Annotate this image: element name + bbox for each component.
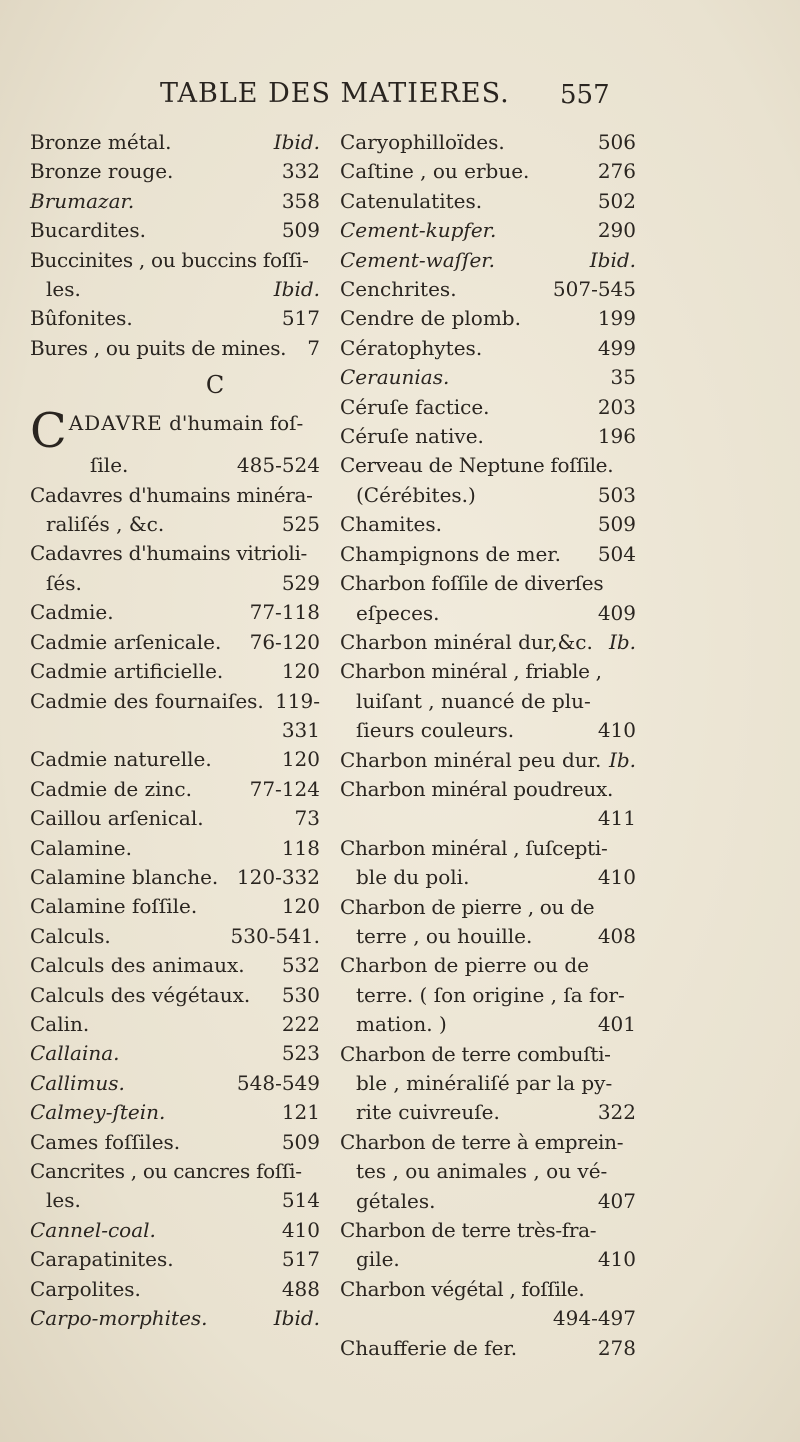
entry-line xyxy=(30,187,320,216)
entry-line xyxy=(30,628,320,657)
entry-line xyxy=(30,304,320,333)
entry-cont-text: ſés. xyxy=(46,570,82,595)
entry-page: 514 xyxy=(281,1188,320,1213)
index-entry xyxy=(30,1010,320,1039)
entry-text: Cerveau de Neptune foſſile. xyxy=(340,453,614,478)
entry-page: Ib. xyxy=(608,747,636,772)
entry-line xyxy=(340,510,636,539)
small-caps-word: ADAVRE xyxy=(68,411,163,436)
index-entry xyxy=(340,510,636,539)
entry-line xyxy=(30,128,320,157)
index-entry xyxy=(340,746,636,775)
entry-line xyxy=(30,687,320,716)
index-entry xyxy=(340,540,636,569)
entry-continuation xyxy=(340,687,636,716)
entry-page: 525 xyxy=(281,512,320,537)
entry-page: 499 xyxy=(597,335,636,360)
entry-continuation xyxy=(30,510,320,539)
index-entry xyxy=(30,834,320,863)
entry-cont-text: rite cuivreuſe. xyxy=(356,1100,500,1125)
entry-text: Caſtine , ou erbue. xyxy=(340,159,530,184)
entry-text: Cadmie artificielle. xyxy=(30,659,224,684)
entry-line xyxy=(340,128,636,157)
entry-text: Calamine blanche. xyxy=(30,864,219,889)
entry-line xyxy=(30,598,320,627)
entry-text: Callimus. xyxy=(30,1070,125,1095)
entry-line xyxy=(30,834,320,863)
entry-text: Charbon végétal , foſſile. xyxy=(340,1276,585,1301)
entry-text: Caillou arſenical. xyxy=(30,806,204,831)
entry-text: Cannel-coal. xyxy=(30,1217,156,1242)
index-entry xyxy=(30,804,320,833)
entry-text: Cames foſſiles. xyxy=(30,1129,181,1154)
entry-text: Charbon minéral peu dur. xyxy=(340,747,602,772)
index-entry xyxy=(30,745,320,774)
index-entry xyxy=(340,775,636,834)
index-entry xyxy=(30,334,320,363)
entry-text: Charbon de terre à emprein- xyxy=(340,1129,624,1154)
entry-line xyxy=(30,1245,320,1274)
entry-line xyxy=(30,1039,320,1068)
entry-line xyxy=(340,187,636,216)
entry-text: Cendre de plomb. xyxy=(340,306,521,331)
index-entry xyxy=(340,951,636,1039)
entry-line xyxy=(30,246,320,275)
entry-line xyxy=(340,657,636,686)
entry-text: Charbon de pierre ou de xyxy=(340,953,590,978)
entry-page: 509 xyxy=(281,1129,320,1154)
right-entries xyxy=(340,128,636,1363)
entry-continuation xyxy=(340,599,636,628)
entry-line xyxy=(340,746,636,775)
entry-cont-text: terre , ou houille. xyxy=(356,923,533,948)
index-entry xyxy=(340,304,636,333)
entry-line xyxy=(340,834,636,863)
entry-cont-text: tes , ou animales , ou vé- xyxy=(356,1159,608,1184)
right-column xyxy=(340,128,636,1363)
entry-page: 523 xyxy=(281,1041,320,1066)
entry-continuation xyxy=(30,569,320,598)
index-entry xyxy=(340,187,636,216)
entry-page: 509 xyxy=(281,218,320,243)
index-entry xyxy=(340,128,636,157)
entry-line xyxy=(30,922,320,951)
entry-line xyxy=(30,951,320,980)
entry-page: 494-497 xyxy=(552,1306,636,1331)
index-entry xyxy=(30,216,320,245)
index-entry xyxy=(30,892,320,921)
index-entry xyxy=(30,1216,320,1245)
entry-line xyxy=(30,804,320,833)
entry-text: Carpolites. xyxy=(30,1276,141,1301)
index-entry xyxy=(340,1216,636,1275)
entry-line xyxy=(340,893,636,922)
entry-line xyxy=(30,403,320,460)
entry-page: 410 xyxy=(281,1217,320,1242)
entry-text: Cadavres d'humains vitrioli- xyxy=(30,541,308,566)
entry-cont-text: les. xyxy=(46,277,81,302)
index-entry xyxy=(340,157,636,186)
entry-text: Bûfonites. xyxy=(30,306,133,331)
entry-line xyxy=(340,334,636,363)
entry-text: Charbon minéral poudreux. xyxy=(340,776,614,801)
index-entry xyxy=(30,246,320,305)
entry-text: Brumazar. xyxy=(30,188,135,213)
entry-text: Chamites. xyxy=(340,512,442,537)
entry-text: Carpo-morphites. xyxy=(30,1306,208,1331)
entry-page: 509 xyxy=(597,512,636,537)
entry-line xyxy=(30,1098,320,1127)
entry-continuation xyxy=(340,481,636,510)
index-entry-cadavre xyxy=(30,403,320,480)
entry-text: Bronze métal. xyxy=(30,130,172,154)
entry-line xyxy=(30,745,320,774)
index-entry xyxy=(30,128,320,157)
entry-cont-text: gétales. xyxy=(356,1188,436,1213)
entry-page: 410 xyxy=(597,865,636,890)
index-entry xyxy=(340,1275,636,1334)
entry-line xyxy=(30,334,320,363)
entry-text: Cancrites , ou cancres foſſi- xyxy=(30,1159,302,1183)
entry-text: Céruſe factice. xyxy=(340,394,490,419)
entry-continuation xyxy=(30,1186,320,1215)
index-entry xyxy=(30,687,320,746)
entry-continuation xyxy=(340,1098,636,1127)
left-entries-b xyxy=(30,128,320,363)
entry-line xyxy=(340,216,636,245)
entry-text: Cadmie de zinc. xyxy=(30,776,192,801)
index-entry xyxy=(30,304,320,333)
entry-line xyxy=(340,1216,636,1245)
entry-continuation xyxy=(340,922,636,951)
entry-continuation xyxy=(340,1245,636,1274)
entry-text: Buccinites , ou buccins foſſi- xyxy=(30,247,309,272)
entry-text: Charbon minéral , friable , xyxy=(340,659,602,684)
left-column xyxy=(30,128,320,1333)
index-entry xyxy=(30,1304,320,1333)
index-entry xyxy=(340,1128,636,1216)
entry-line xyxy=(340,569,636,598)
entry-page: 121 xyxy=(281,1100,320,1125)
index-entry xyxy=(30,922,320,951)
entry-page: 276 xyxy=(597,159,636,184)
entry-continuation xyxy=(340,863,636,892)
entry-text: Chaufferie de fer. xyxy=(340,1335,518,1360)
index-entry xyxy=(30,157,320,186)
entry-page: 290 xyxy=(597,218,636,243)
entry-page-line xyxy=(340,804,636,833)
index-entry xyxy=(340,246,636,275)
entry-text: Calmey-ſtein. xyxy=(30,1100,166,1125)
index-entry xyxy=(340,334,636,363)
index-entry xyxy=(30,863,320,892)
entry-line xyxy=(30,981,320,1010)
entry-line xyxy=(340,540,636,569)
entry-line xyxy=(340,1040,636,1069)
entry-text: Cenchrites. xyxy=(340,277,457,302)
entry-page: 332 xyxy=(281,159,320,184)
entry-text: Cement-waſſer. xyxy=(340,247,496,272)
entry-continuation xyxy=(340,1157,636,1186)
entry-page: 35 xyxy=(610,365,636,390)
index-entry xyxy=(30,657,320,686)
entry-text: Calculs. xyxy=(30,923,111,948)
index-entry xyxy=(340,275,636,304)
entry-page: Ib. xyxy=(608,629,636,654)
entry-cont-text: gile. xyxy=(356,1247,400,1272)
entry-line xyxy=(30,216,320,245)
entry-page: 503 xyxy=(597,482,636,507)
index-entry xyxy=(30,1157,320,1216)
entry-text-rest: d'humain foſ- xyxy=(169,411,304,436)
entry-line xyxy=(340,1128,636,1157)
index-entry xyxy=(30,1098,320,1127)
entry-text: Ceraunias. xyxy=(340,365,450,390)
entry-continuation xyxy=(340,1069,636,1098)
index-entry xyxy=(30,628,320,657)
index-entry xyxy=(30,1069,320,1098)
entry-continuation xyxy=(30,275,320,304)
entry-page: 411 xyxy=(597,806,636,831)
entry-cont-text: ſile. xyxy=(90,453,129,478)
entry-line xyxy=(340,775,636,804)
entry-page: 401 xyxy=(597,1012,636,1037)
entry-page: 530-541. xyxy=(230,923,320,948)
entry-text: Céruſe native. xyxy=(340,424,484,449)
index-entry xyxy=(30,981,320,1010)
entry-page: 517 xyxy=(281,1247,320,1272)
index-entry xyxy=(340,628,636,657)
entry-line xyxy=(340,246,636,275)
entry-text: Cadmie arſenicale. xyxy=(30,629,222,654)
entry-continuation xyxy=(340,1010,636,1039)
entry-page: 408 xyxy=(597,923,636,948)
entry-cont-text: terre. ( ſon origine , ſa for- xyxy=(356,982,625,1007)
index-entry xyxy=(30,951,320,980)
entry-text: Cadavres d'humains minéra- xyxy=(30,482,313,507)
entry-line xyxy=(30,539,320,568)
entry-line xyxy=(340,951,636,980)
entry-line xyxy=(30,863,320,892)
index-entry xyxy=(30,598,320,627)
entry-cont-text: ſieurs couleurs. xyxy=(356,718,515,743)
entry-page: 76-120 xyxy=(249,629,320,654)
left-entries-c xyxy=(30,481,320,1334)
entry-cont-text: luiſant , nuancé de plu- xyxy=(356,688,591,713)
entry-text: Calin. xyxy=(30,1011,90,1036)
index-entry xyxy=(340,451,636,510)
entry-text: Catenulatites. xyxy=(340,188,483,213)
entry-cont-text: eſpeces. xyxy=(356,600,440,625)
entry-page: 278 xyxy=(597,1335,636,1360)
entry-text: Bronze rouge. xyxy=(30,159,174,184)
entry-page: 77-118 xyxy=(249,600,320,625)
index-entry xyxy=(30,539,320,598)
entry-page-line xyxy=(30,716,320,745)
entry-page: 120 xyxy=(281,894,320,919)
entry-line xyxy=(30,1275,320,1304)
index-entry xyxy=(340,1334,636,1363)
entry-text: Callaina. xyxy=(30,1041,120,1066)
entry-line xyxy=(340,304,636,333)
entry-page: 410 xyxy=(597,1247,636,1272)
entry-page: 410 xyxy=(597,718,636,743)
entry-page: 517 xyxy=(281,306,320,331)
index-entry xyxy=(30,1245,320,1274)
entry-page: 73 xyxy=(294,806,320,831)
index-entry xyxy=(30,775,320,804)
index-entry xyxy=(340,393,636,422)
entry-page: 506 xyxy=(597,130,636,154)
entry-text: Cadmie des fournaiſes. xyxy=(30,688,264,713)
section-letter: C xyxy=(205,371,225,400)
entry-text: Charbon minéral , ſuſcepti- xyxy=(340,835,608,860)
entry-page-line xyxy=(340,1304,636,1333)
entry-cont-text: (Cérébites.) xyxy=(356,482,476,507)
entry-page: 530 xyxy=(281,982,320,1007)
entry-page: 7 xyxy=(307,335,320,360)
index-entry xyxy=(340,893,636,952)
drop-cap: C xyxy=(30,403,67,460)
entry-line xyxy=(340,422,636,451)
entry-cont-text: ble du poli. xyxy=(356,865,470,890)
entry-page: 507-545 xyxy=(552,277,636,302)
entry-text: Calamine foſſile. xyxy=(30,894,198,919)
entry-line xyxy=(30,1069,320,1098)
entry-page: 222 xyxy=(281,1011,320,1036)
entry-text: Carapatinites. xyxy=(30,1247,174,1272)
entry-line xyxy=(30,157,320,186)
index-entry xyxy=(340,363,636,392)
entry-page: Ibid. xyxy=(589,247,636,272)
entry-page: 409 xyxy=(597,600,636,625)
entry-page: 488 xyxy=(281,1276,320,1301)
entry-text: Calculs des végétaux. xyxy=(30,982,251,1007)
entry-page: Ibid. xyxy=(273,130,320,154)
page-number: 557 xyxy=(560,80,610,110)
entry-continuation xyxy=(30,451,320,480)
entry-page: 120-332 xyxy=(236,864,320,889)
entry-line xyxy=(30,1128,320,1157)
entry-page: 529 xyxy=(281,570,320,595)
entry-page: 532 xyxy=(281,953,320,978)
entry-page: 118 xyxy=(281,835,320,860)
entry-line xyxy=(340,393,636,422)
entry-line xyxy=(340,1275,636,1304)
index-entry xyxy=(30,187,320,216)
entry-text: Cératophytes. xyxy=(340,335,483,360)
entry-line xyxy=(30,1157,320,1186)
entry-line xyxy=(30,657,320,686)
index-entry xyxy=(30,1039,320,1068)
entry-page: 358 xyxy=(281,188,320,213)
entry-line xyxy=(30,1216,320,1245)
entry-page: Ibid. xyxy=(273,1306,320,1331)
entry-text: Cement-kupfer. xyxy=(340,218,497,243)
entry-text: Charbon de pierre , ou de xyxy=(340,894,595,919)
entry-cont-text: raliſés , &c. xyxy=(46,512,165,537)
entry-page: 77-124 xyxy=(249,776,320,801)
entry-line xyxy=(340,363,636,392)
entry-cont-text: mation. ) xyxy=(356,1012,447,1037)
index-entry xyxy=(340,422,636,451)
entry-text: Charbon de terre très-fra- xyxy=(340,1218,597,1243)
entry-page: 120 xyxy=(281,747,320,772)
entry-text: Charbon minéral dur,&c. xyxy=(340,629,593,654)
entry-text: Charbon foſſile de diverſes xyxy=(340,571,604,596)
entry-text: Cadmie naturelle. xyxy=(30,747,212,772)
entry-line xyxy=(340,157,636,186)
entry-continuation xyxy=(340,1187,636,1216)
index-entry xyxy=(30,481,320,540)
entry-page: Ibid. xyxy=(273,277,320,302)
entry-cont-text: ble , minéraliſé par la py- xyxy=(356,1071,613,1095)
entry-text: Charbon de terre combuſti- xyxy=(340,1041,611,1066)
entry-text: Calculs des animaux. xyxy=(30,953,245,978)
entry-text: Bures , ou puits de mines. xyxy=(30,335,287,360)
entry-cont-text: les. xyxy=(46,1188,81,1213)
entry-line xyxy=(340,451,636,480)
entry-line xyxy=(30,892,320,921)
entry-page: 502 xyxy=(597,188,636,213)
entry-page: 196 xyxy=(597,424,636,449)
entry-page: 548-549 xyxy=(236,1070,320,1095)
entry-line xyxy=(30,481,320,510)
index-entry xyxy=(340,834,636,893)
index-entry xyxy=(340,1040,636,1128)
index-entry xyxy=(340,657,636,745)
entry-line xyxy=(340,275,636,304)
index-entry xyxy=(340,216,636,245)
entry-text xyxy=(30,403,304,460)
entry-page: 120 xyxy=(281,659,320,684)
entry-page: 203 xyxy=(597,394,636,419)
entry-text: Champignons de mer. xyxy=(340,541,562,566)
entry-page: 119- xyxy=(275,688,320,713)
entry-line xyxy=(30,775,320,804)
index-entry xyxy=(340,569,636,628)
entry-page: 322 xyxy=(597,1100,636,1125)
entry-text: Caryophilloïdes. xyxy=(340,130,505,154)
entry-page: 199 xyxy=(597,306,636,331)
entry-continuation xyxy=(340,981,636,1010)
entry-line xyxy=(340,628,636,657)
entry-continuation xyxy=(340,716,636,745)
entry-line xyxy=(30,1304,320,1333)
page-title: TABLE DES MATIERES. xyxy=(160,78,510,109)
entry-page: 485-524 xyxy=(236,453,320,478)
entry-page: 504 xyxy=(597,541,636,566)
entry-text: Bucardites. xyxy=(30,218,146,243)
index-entry xyxy=(30,1128,320,1157)
entry-line xyxy=(30,1010,320,1039)
entry-page: 331 xyxy=(281,717,320,742)
entry-text: Cadmie. xyxy=(30,600,114,625)
entry-text: Calamine. xyxy=(30,835,132,860)
entry-line xyxy=(340,1334,636,1363)
index-entry xyxy=(30,1275,320,1304)
entry-page: 407 xyxy=(597,1188,636,1213)
